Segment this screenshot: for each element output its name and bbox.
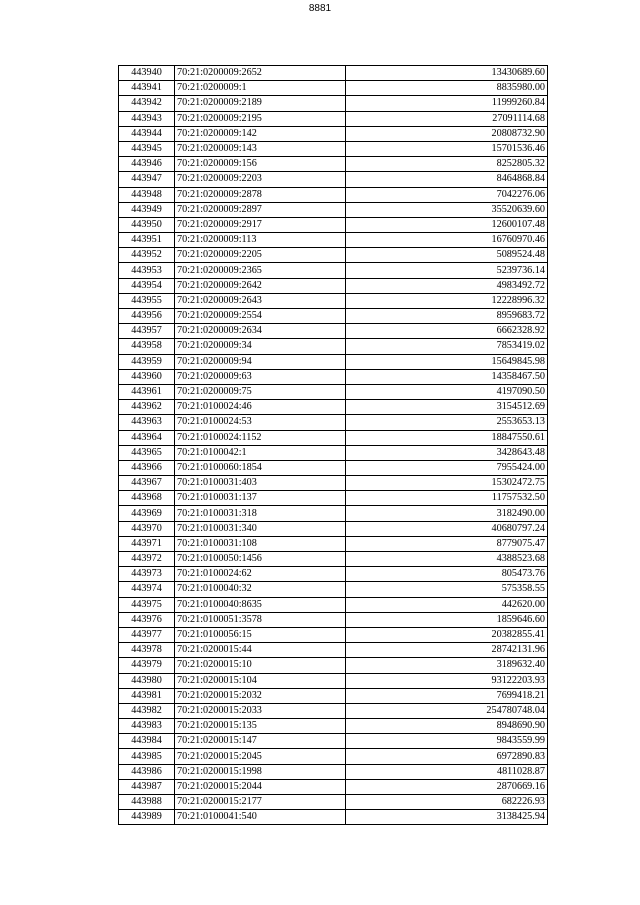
value-cell: 254780748.04 [346,703,548,718]
value-cell: 12600107.48 [346,217,548,232]
value-cell: 16760970.46 [346,233,548,248]
table-row [119,749,548,764]
row-id-cell: 443967 [119,476,175,491]
row-id-cell: 443987 [119,779,175,794]
cadastral-number-cell: 70:21:0100031:340 [175,521,346,536]
value-cell: 28742131.96 [346,643,548,658]
row-id-cell: 443972 [119,552,175,567]
row-id-cell: 443958 [119,339,175,354]
table-row [119,309,548,324]
table-row [119,567,548,582]
value-cell: 11757532.50 [346,491,548,506]
cadastral-number-cell: 70:21:0200009:143 [175,141,346,156]
table-row [119,810,548,825]
row-id-cell: 443982 [119,703,175,718]
cadastral-number-cell: 70:21:0100024:62 [175,567,346,582]
row-id-cell: 443979 [119,658,175,673]
table-row [119,597,548,612]
row-id-cell: 443950 [119,217,175,232]
row-id-cell: 443971 [119,536,175,551]
value-cell: 682226.93 [346,795,548,810]
value-cell: 3189632.40 [346,658,548,673]
cadastral-number-cell: 70:21:0200015:2044 [175,779,346,794]
cadastral-number-cell: 70:21:0200009:2554 [175,309,346,324]
row-id-cell: 443981 [119,688,175,703]
value-cell: 4983492.72 [346,278,548,293]
cadastral-number-cell: 70:21:0200015:2177 [175,795,346,810]
cadastral-number-cell: 70:21:0200009:156 [175,157,346,172]
cadastral-number-cell: 70:21:0100031:318 [175,506,346,521]
cadastral-number-cell: 70:21:0100051:3578 [175,612,346,627]
table-row [119,339,548,354]
table-row [119,673,548,688]
row-id-cell: 443980 [119,673,175,688]
row-id-cell: 443975 [119,597,175,612]
row-id-cell: 443978 [119,643,175,658]
cadastral-number-cell: 70:21:0100040:8635 [175,597,346,612]
value-cell: 7955424.00 [346,460,548,475]
row-id-cell: 443952 [119,248,175,263]
table-row [119,703,548,718]
row-id-cell: 443964 [119,430,175,445]
value-cell: 7042276.06 [346,187,548,202]
cadastral-number-cell: 70:21:0100031:403 [175,476,346,491]
registry-table-body [119,66,548,825]
row-id-cell: 443969 [119,506,175,521]
table-row [119,111,548,126]
table-row [119,658,548,673]
cadastral-number-cell: 70:21:0200009:142 [175,126,346,141]
table-row [119,491,548,506]
cadastral-number-cell: 70:21:0100024:1152 [175,430,346,445]
table-row [119,384,548,399]
table-row [119,764,548,779]
cadastral-number-cell: 70:21:0200015:147 [175,734,346,749]
row-id-cell: 443961 [119,384,175,399]
row-id-cell: 443984 [119,734,175,749]
row-id-cell: 443942 [119,96,175,111]
table-row [119,400,548,415]
cadastral-number-cell: 70:21:0200009:2203 [175,172,346,187]
cadastral-number-cell: 70:21:0100031:137 [175,491,346,506]
row-id-cell: 443983 [119,719,175,734]
cadastral-number-cell: 70:21:0100056:15 [175,627,346,642]
row-id-cell: 443966 [119,460,175,475]
row-id-cell: 443956 [119,309,175,324]
cadastral-number-cell: 70:21:0100050:1456 [175,552,346,567]
row-id-cell: 443944 [119,126,175,141]
row-id-cell: 443962 [119,400,175,415]
cadastral-number-cell: 70:21:0200009:2205 [175,248,346,263]
row-id-cell: 443960 [119,369,175,384]
table-row [119,324,548,339]
cadastral-number-cell: 70:21:0200015:2033 [175,703,346,718]
row-id-cell: 443947 [119,172,175,187]
row-id-cell: 443973 [119,567,175,582]
table-row [119,734,548,749]
value-cell: 3154512.69 [346,400,548,415]
table-row [119,293,548,308]
cadastral-number-cell: 70:21:0200009:2878 [175,187,346,202]
table-row [119,369,548,384]
table-row [119,643,548,658]
value-cell: 18847550.61 [346,430,548,445]
cadastral-number-cell: 70:21:0200009:2642 [175,278,346,293]
row-id-cell: 443955 [119,293,175,308]
value-cell: 27091114.68 [346,111,548,126]
row-id-cell: 443953 [119,263,175,278]
table-row [119,141,548,156]
row-id-cell: 443977 [119,627,175,642]
value-cell: 442620.00 [346,597,548,612]
row-id-cell: 443976 [119,612,175,627]
table-row [119,719,548,734]
value-cell: 3138425.94 [346,810,548,825]
cadastral-number-cell: 70:21:0100031:108 [175,536,346,551]
table-row [119,445,548,460]
cadastral-number-cell: 70:21:0200009:2195 [175,111,346,126]
cadastral-number-cell: 70:21:0200009:75 [175,384,346,399]
value-cell: 6972890.83 [346,749,548,764]
table-row [119,506,548,521]
table-row [119,233,548,248]
table-row [119,460,548,475]
table-row [119,263,548,278]
row-id-cell: 443974 [119,582,175,597]
value-cell: 15701536.46 [346,141,548,156]
table-row [119,476,548,491]
value-cell: 8464868.84 [346,172,548,187]
cadastral-number-cell: 70:21:0200009:2634 [175,324,346,339]
value-cell: 11999260.84 [346,96,548,111]
cadastral-number-cell: 70:21:0200009:1 [175,81,346,96]
cadastral-number-cell: 70:21:0200015:10 [175,658,346,673]
registry-table [118,65,548,825]
cadastral-number-cell: 70:21:0200015:2045 [175,749,346,764]
value-cell: 20382855.41 [346,627,548,642]
table-row [119,172,548,187]
value-cell: 13430689.60 [346,66,548,81]
table-row [119,217,548,232]
value-cell: 93122203.93 [346,673,548,688]
table-row [119,795,548,810]
value-cell: 4388523.68 [346,552,548,567]
value-cell: 5089524.48 [346,248,548,263]
cadastral-number-cell: 70:21:0200009:2189 [175,96,346,111]
value-cell: 15649845.98 [346,354,548,369]
page-number: 8881 [308,3,332,14]
cadastral-number-cell: 70:21:0200015:1998 [175,764,346,779]
cadastral-number-cell: 70:21:0100041:540 [175,810,346,825]
table-row [119,779,548,794]
row-id-cell: 443959 [119,354,175,369]
value-cell: 8779075.47 [346,536,548,551]
cadastral-number-cell: 70:21:0200009:34 [175,339,346,354]
cadastral-number-cell: 70:21:0200015:44 [175,643,346,658]
value-cell: 3182490.00 [346,506,548,521]
value-cell: 8252805.32 [346,157,548,172]
row-id-cell: 443940 [119,66,175,81]
table-row [119,552,548,567]
row-id-cell: 443943 [119,111,175,126]
table-row [119,81,548,96]
table-row [119,521,548,536]
value-cell: 40680797.24 [346,521,548,536]
row-id-cell: 443945 [119,141,175,156]
row-id-cell: 443963 [119,415,175,430]
cadastral-number-cell: 70:21:0200009:2652 [175,66,346,81]
cadastral-number-cell: 70:21:0100042:1 [175,445,346,460]
value-cell: 5239736.14 [346,263,548,278]
row-id-cell: 443946 [119,157,175,172]
value-cell: 15302472.75 [346,476,548,491]
table-row [119,415,548,430]
value-cell: 20808732.90 [346,126,548,141]
value-cell: 575358.55 [346,582,548,597]
cadastral-number-cell: 70:21:0200015:135 [175,719,346,734]
row-id-cell: 443965 [119,445,175,460]
cadastral-number-cell: 70:21:0100040:32 [175,582,346,597]
value-cell: 14358467.50 [346,369,548,384]
cadastral-number-cell: 70:21:0100060:1854 [175,460,346,475]
row-id-cell: 443941 [119,81,175,96]
cadastral-number-cell: 70:21:0200009:2897 [175,202,346,217]
table-row [119,66,548,81]
value-cell: 4811028.87 [346,764,548,779]
value-cell: 7853419.02 [346,339,548,354]
row-id-cell: 443989 [119,810,175,825]
cadastral-number-cell: 70:21:0100024:46 [175,400,346,415]
table-row [119,126,548,141]
row-id-cell: 443949 [119,202,175,217]
table-row [119,202,548,217]
value-cell: 9843559.99 [346,734,548,749]
value-cell: 6662328.92 [346,324,548,339]
value-cell: 805473.76 [346,567,548,582]
cadastral-number-cell: 70:21:0200009:94 [175,354,346,369]
table-row [119,582,548,597]
value-cell: 1859646.60 [346,612,548,627]
row-id-cell: 443948 [119,187,175,202]
row-id-cell: 443970 [119,521,175,536]
cadastral-number-cell: 70:21:0200015:2032 [175,688,346,703]
table-row [119,536,548,551]
row-id-cell: 443968 [119,491,175,506]
table-row [119,278,548,293]
cadastral-number-cell: 70:21:0100024:53 [175,415,346,430]
row-id-cell: 443986 [119,764,175,779]
row-id-cell: 443985 [119,749,175,764]
row-id-cell: 443951 [119,233,175,248]
cadastral-number-cell: 70:21:0200009:113 [175,233,346,248]
table-row [119,354,548,369]
value-cell: 8948690.90 [346,719,548,734]
value-cell: 8959683.72 [346,309,548,324]
row-id-cell: 443957 [119,324,175,339]
cadastral-number-cell: 70:21:0200009:2643 [175,293,346,308]
value-cell: 3428643.48 [346,445,548,460]
value-cell: 7699418.21 [346,688,548,703]
cadastral-number-cell: 70:21:0200009:2917 [175,217,346,232]
table-row [119,627,548,642]
value-cell: 8835980.00 [346,81,548,96]
value-cell: 35520639.60 [346,202,548,217]
cadastral-number-cell: 70:21:0200009:63 [175,369,346,384]
value-cell: 12228996.32 [346,293,548,308]
table-row [119,96,548,111]
value-cell: 4197090.50 [346,384,548,399]
cadastral-number-cell: 70:21:0200009:2365 [175,263,346,278]
table-row [119,187,548,202]
row-id-cell: 443954 [119,278,175,293]
table-row [119,430,548,445]
value-cell: 2870669.16 [346,779,548,794]
table-row [119,157,548,172]
table-row [119,612,548,627]
value-cell: 2553653.13 [346,415,548,430]
cadastral-number-cell: 70:21:0200015:104 [175,673,346,688]
row-id-cell: 443988 [119,795,175,810]
table-row [119,688,548,703]
table-row [119,248,548,263]
